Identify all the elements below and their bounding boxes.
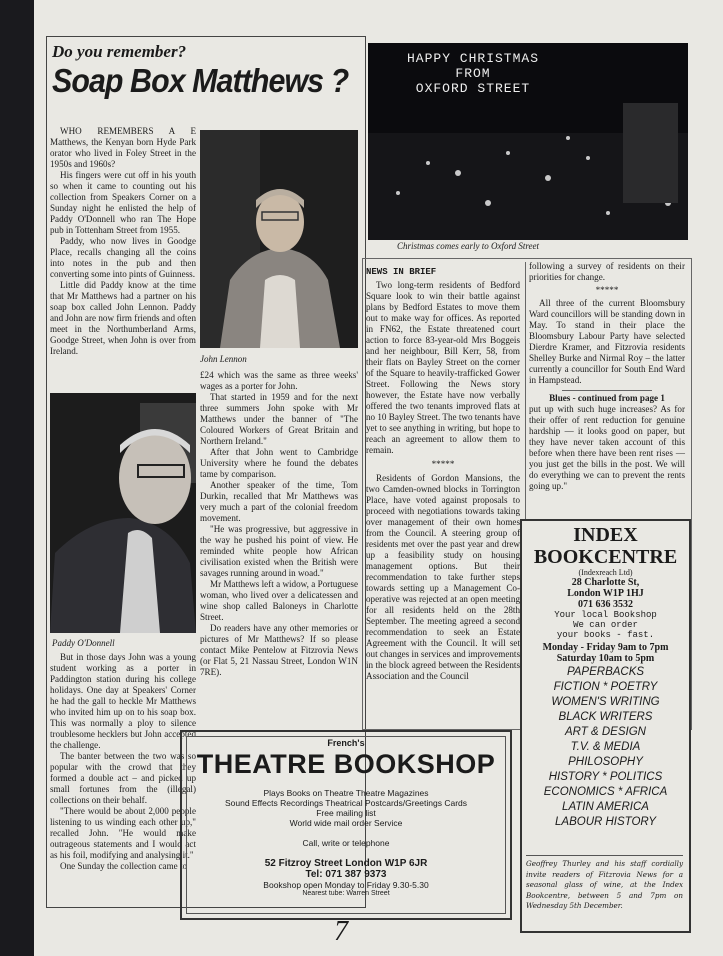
theatre-line1: Plays Books on Theatre Theatre Magazines xyxy=(263,788,429,798)
frenchs: French's xyxy=(327,738,365,748)
news-col-left xyxy=(366,267,520,682)
subject: HISTORY * POLITICS xyxy=(548,771,663,783)
index-title2: BOOKCENTRE xyxy=(533,546,678,568)
theatre-line2: Sound Effects Recordings Theatrical Postcards/Greetings Cards xyxy=(224,798,468,808)
sign-line: FROM xyxy=(455,66,491,81)
para: Residents of Gordon Mansions, the two Camden-owned blocks in Torrington Place, have voted against proposals to proceed with negotiations towards taking over management of their own homes from the Council. A steering group of residents met over the past year and drew up a feasibility study on housing management options. But their recommendation to take further steps towards setting up a Management Co-operative was rejected at an open meeting for all residents held on the 28th September. The meeting agreed a second recommendation to seek an Estate Agreement with the Council. It will set out changes in services and improvements in the block agreed between the Residents Association and the Council xyxy=(366,473,520,681)
subject: LABOUR HISTORY xyxy=(555,816,656,828)
paddy-photo xyxy=(50,393,196,633)
subject: PAPERBACKS xyxy=(566,666,645,678)
theatre-tube: Nearest tube: Warren Street xyxy=(302,890,390,897)
subject: ART & DESIGN xyxy=(565,726,646,738)
sign-line: OXFORD STREET xyxy=(415,81,531,96)
index-mono2: We can order xyxy=(573,620,638,630)
caption-john: John Lennon xyxy=(200,354,247,364)
para: The banter between the two was so popular with the crowd that they formed a double act – and picked up small fortunes from the (illegal) collections on their behalf. xyxy=(50,751,196,805)
headline: Soap Box Matthews ? xyxy=(52,62,349,99)
kicker: Do you remember? xyxy=(52,42,187,61)
index-mono1: Your local Bookshop xyxy=(554,610,657,620)
para: Paddy, who now lives in Goodge Place, recalls changing all the coins into notes in the pub and then converting some into pints of Guinness. xyxy=(50,236,196,279)
index-hours2: Saturday 10am to 5pm xyxy=(556,653,655,664)
para: WHO REMEMBERS A E Matthews, the Kenyan born Hyde Park orator who lived in Foley Street in the 1950s and 1960s? xyxy=(50,126,196,169)
subject: PHILOSOPHY xyxy=(568,756,643,768)
para: Two long-term residents of Bedford Square look to win their battle against plans by Bedford Estates to move them out to make way for offices. As reported in FN62, the Estate threatened court action to force 83-year-old Mrs Boggeis and her neighbour, Bill Kerr, 58, from their flats on Bayley Street on the corner of the Square to heavily-trafficked Gower Street. Following the News story however, the Estate have now verbally offered the two tenants improved flats at no 10 Bayley Street. The two tenants have yet to see anything in writing, but hope to reach an agreement to allow them to remain. xyxy=(366,280,520,455)
paddy-image xyxy=(50,393,196,633)
news-heading: NEWS IN BRIEF xyxy=(366,267,437,277)
theatre-title: THEATRE BOOKSHOP xyxy=(196,749,496,779)
index-sub: (Indexreach Ltd) xyxy=(578,568,633,577)
index-invite: Geoffrey Thurley and his staff cordially invite readers of Fitzrovia News for a seasonal glass of wine, at the Index Bookcentre, between 5 and 7pm on Wednesday 5th December. xyxy=(526,859,683,910)
theatre-content xyxy=(190,738,502,897)
subject: LATIN AMERICA xyxy=(562,801,649,813)
index-phone: 071 636 3532 xyxy=(578,599,633,610)
theatre-tel: Tel: 071 387 9373 xyxy=(305,869,387,880)
article-col2 xyxy=(200,370,358,678)
para: Another speaker of the time, Tom Durkin, recalled that Mr Matthews was very much a part of the colonial freedom movement. xyxy=(200,480,358,523)
john-lennon-photo xyxy=(200,130,358,348)
blues-heading-text: Blues - continued from page 1 xyxy=(549,393,665,403)
index-addr1: 28 Charlotte St, xyxy=(571,577,640,588)
theatre-line3: Free mailing list xyxy=(316,808,376,818)
divider xyxy=(562,390,652,391)
article-col1-lower xyxy=(50,652,196,872)
blues-heading xyxy=(529,393,685,404)
subject: ECONOMICS * AFRICA xyxy=(543,786,668,798)
index-subjects xyxy=(522,665,689,830)
para: After that John went to Cambridge University where he found the debates tame by comparison. xyxy=(200,447,358,479)
subject: BLACK WRITERS xyxy=(558,711,653,723)
xmas-sign xyxy=(388,51,558,96)
subject: FICTION * POETRY xyxy=(553,681,658,693)
sign-line: HAPPY CHRISTMAS xyxy=(406,51,540,66)
theatre-line5: Call, write or telephone xyxy=(302,838,390,848)
theatre-open: Bookshop open Monday to Friday 9.30-5.30 xyxy=(263,880,429,890)
stars: ***** xyxy=(431,459,455,469)
para: Little did Paddy know at the time that Mr Matthews had a partner on his soap box called John Lennon. Paddy and John are now firm friends and often meet in the Northumberland Arms, Goodge Street, when John is over from Ireland. xyxy=(50,280,196,356)
para: put up with such huge increases? As for their offer of rent reduction for genuine hardship — it looks good on paper, but they have never taken account of this before when there have been rent rises — you just get the bills in the post. We will do everything we can to prevent the rents going up." xyxy=(529,404,685,491)
para: That started in 1959 and for the next three summers John spoke with Mr Matthews under the banner of "The Coloured Workers of Great Britain and Northern Ireland." xyxy=(200,392,358,446)
newspaper-page xyxy=(34,0,723,956)
para: "He was progressive, but aggressive in the way he pushed his point of view. He reminded white people how African civilisation existed when the British were savages running around in woad." xyxy=(200,524,358,578)
xmas-caption: Christmas comes early to Oxford Street xyxy=(396,241,540,251)
index-hours1: Monday - Friday 9am to 7pm xyxy=(542,642,669,653)
index-ad xyxy=(520,519,691,933)
index-invite-box xyxy=(526,855,683,924)
page-number: 7 xyxy=(334,916,348,947)
john-lennon-image xyxy=(200,130,358,348)
para: £24 which was the same as three weeks' wages as a porter for John. xyxy=(200,370,358,391)
article-col1-upper xyxy=(50,126,196,357)
theatre-ad xyxy=(180,730,512,920)
news-col-right xyxy=(529,261,685,492)
para: One Sunday the collection came to xyxy=(60,861,188,871)
subject: WOMEN'S WRITING xyxy=(551,696,660,708)
para: His fingers were cut off in his youth so when it came to counting out his collection from Speakers Corner on a Sunday night he enlisted the help of Paddy O'Donnell who ran The Hope pub in Tottenham Street from 1955. xyxy=(50,170,196,235)
para: Do readers have any other memories or pictures of Mr Matthews? If so please contact Mike Pentelow at Fitzrovia News (or Flat 5, 21 Nassau Street, London W1N 7RE). xyxy=(200,623,358,677)
stars: ***** xyxy=(595,285,619,295)
caption-paddy: Paddy O'Donnell xyxy=(52,638,115,648)
para: Mr Matthews left a widow, a Portuguese woman, who lived over a delicatessen and wine shop called Baloneys in Charlotte Street. xyxy=(200,579,358,622)
index-head xyxy=(522,524,689,830)
xmas-photo xyxy=(368,43,688,240)
para: All three of the current Bloomsbury Ward councillors will be standing down in May. To stand in their place the Bloomsbury Labour Party have selected Dierdre Kramer, and Fitzrovia residents Shelley Burke and Nirmal Roy – the latter currently a councillor for South End Ward in Hampstead. xyxy=(529,298,685,385)
subject: T.V. & MEDIA xyxy=(570,741,641,753)
index-title1: INDEX xyxy=(573,524,638,546)
index-addr2: London W1P 1HJ xyxy=(567,588,644,599)
index-mono3: your books - fast. xyxy=(556,630,655,640)
para: But in those days John was a young student working as a porter in Paddington station during his college holidays. One day at Speakers' Corner he had the gall to heckle Mr Matthews who invited him up on to his soap box. This was normally a ploy to silence troublesome hecklers but John accepted the challenge. xyxy=(50,652,196,750)
para: "There would be about 2,000 people listening to us winding each other up," recalled John. "He would make outrageous statements and I would act as his foil, modifying and analysing it." xyxy=(50,806,196,860)
para: following a survey of residents on their priorities for change. xyxy=(529,261,685,282)
theatre-addr: 52 Fitzroy Street London W1P 6JR xyxy=(264,858,428,869)
theatre-line4: World wide mail order Service xyxy=(289,818,403,828)
